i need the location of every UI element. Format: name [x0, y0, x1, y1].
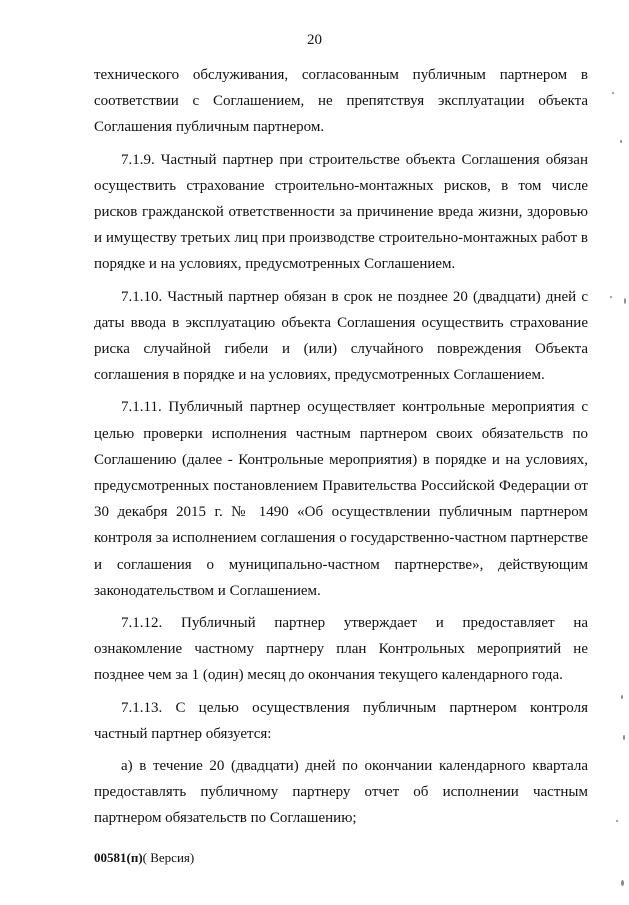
document-footer: [94, 850, 194, 866]
paragraph-subitem-a: а) в течение 20 (двадцати) дней по окончании календарного квартала предоставлять публичному партнеру отчет об исполнении частным партнером обязательств по Соглашению;: [94, 758, 588, 827]
scan-speck: [621, 880, 624, 886]
scan-speck: [610, 296, 612, 298]
document-code: 00581(п): [94, 850, 143, 865]
paragraph-7-1-13: 7.1.13. С целью осуществления публичным партнером контроля частный партнер обязуется:: [94, 699, 588, 742]
scan-speck: [620, 140, 622, 143]
scan-speck: [616, 820, 618, 822]
scan-speck: [624, 298, 626, 304]
paragraph-7-1-9: 7.1.9. Частный партнер при строительстве объекта Соглашения обязан осуществить страхование строительно-монтажных рисков, в том числе рисков гражданской ответственности за причинение вреда жизни, здоровью и имуществу третьих лиц при производстве строительно-монтажных работ в порядке и на условиях, предусмотренных Соглашением.: [94, 151, 588, 273]
page-number: 20: [307, 32, 322, 48]
paragraph-7-1-11: 7.1.11. Публичный партнер осуществляет контрольные мероприятия с целью проверки исполнения частным партнером своих обязательств по Соглашению (далее - Контрольные мероприятия) в порядке и на условиях, предусмотренных постановлением Правительства Российской Федерации от 30 декабря 2015 г. № 1490 «Об осуществлении публичным партнером контроля за исполнением соглашения о государственно-частном партнерстве и соглашения о муниципально-частном партнерстве», действующим законодательством и Соглашением.: [94, 399, 588, 599]
paragraph-7-1-10: 7.1.10. Частный партнер обязан в срок не позднее 20 (двадцати) дней с даты ввода в эксплуатацию объекта Соглашения осуществить страхование риска случайной гибели и (или) случайного повреждения Объекта соглашения в порядке и на условиях, предусмотренных Соглашением.: [94, 288, 588, 384]
document-body: [94, 62, 588, 836]
scan-speck: [623, 735, 625, 740]
scan-speck: [621, 695, 623, 699]
paragraph-continuation: технического обслуживания, согласованным публичным партнером в соответствии с Соглашением, не препятствуя эксплуатации объекта Соглашения публичным партнером.: [94, 67, 588, 136]
scan-speck: [612, 92, 614, 94]
document-version: ( Версия): [142, 850, 195, 865]
paragraph-7-1-12: 7.1.12. Публичный партнер утверждает и предоставляет на ознакомление частному партнеру план Контрольных мероприятий не позднее чем за 1 (один) месяц до окончания текущего календарного года.: [94, 615, 588, 684]
